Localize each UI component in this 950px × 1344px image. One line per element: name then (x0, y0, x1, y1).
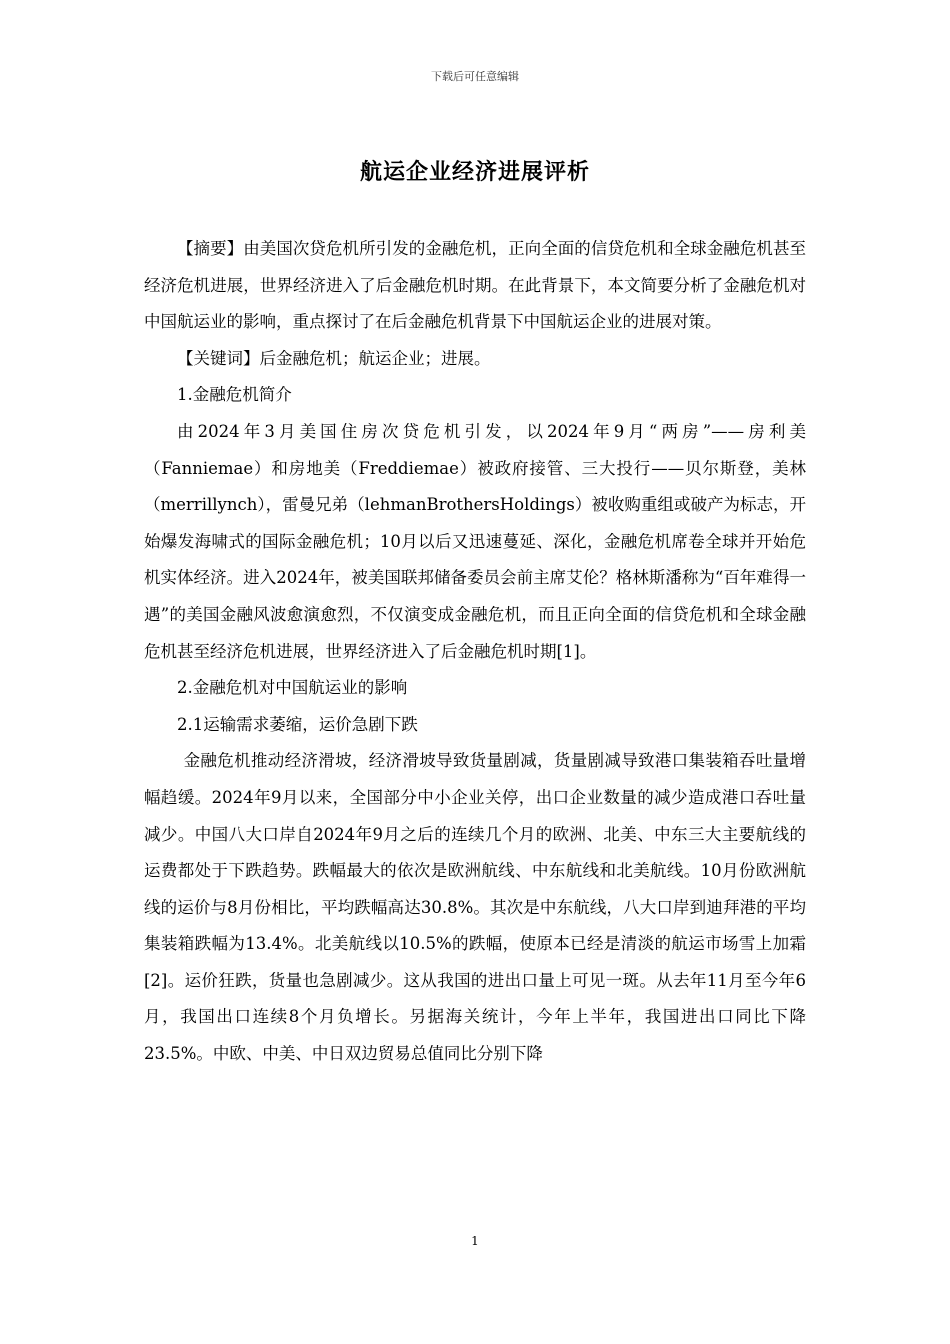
document-body (144, 231, 806, 1073)
page-number: 1 (471, 1234, 479, 1248)
keywords-paragraph: 【关键词】后金融危机；航运企业；进展。 (177, 348, 491, 368)
section-2-1-paragraph: 金融危机推动经济滑坡，经济滑坡导致货量剧减，货量剧减导致港口集装箱吞吐量增幅趋缓。2024年9月以来，全国部分中小企业关停，出口企业数量的减少造成港口吞吐量减少。中国八大口岸自2024年9月之后的连续几个月的欧洲、北美、中东三大主要航线的运费都处于下跌趋势。跌幅最大的依次是欧洲航线、中东航线和北美航线。10月份欧洲航线的运价与8月份相比，平均跌幅高达30.8%。其次是中东航线，八大口岸到迪拜港的平均集装箱跌幅为13.4%。北美航线以10.5%的跌幅，使原本已经是清淡的航运市场雪上加霜[2]。运价狂跌，货量也急剧减少。这从我国的进出口量上可见一斑。从去年11月至今年6月，我国出口连续8个月负增长。另据海关统计，今年上半年，我国进出口同比下降23.5%。中欧、中美、中日双边贸易总值同比分别下降 (144, 751, 806, 1064)
header-note: 下载后可任意编辑 (431, 70, 519, 83)
section-1-heading: 1.金融危机简介 (177, 385, 292, 405)
section-2-1-heading: 2.1运输需求萎缩，运价急剧下跌 (177, 714, 418, 734)
section-2-heading: 2.金融危机对中国航运业的影响 (177, 678, 408, 698)
document-title: 航运企业经济进展评析 (359, 159, 590, 185)
section-1-paragraph: 由2024年3月美国住房次贷危机引发，以2024年9月“两房”——房利美（Fanniemae）和房地美（Freddiemae）被政府接管、三大投行——贝尔斯登，美林（merrillynch），雷曼兄弟（lehmanBrothersHoldings）被收购重组或破产为标志，开始爆发海啸式的国际金融危机；10月以后又迅速蔓延、深化，金融危机席卷全球并开始危机实体经济。进入2024年，被美国联邦储备委员会前主席艾伦？格林斯潘称为“百年难得一遇”的美国金融风波愈演愈烈，不仅演变成金融危机，而且正向全面的信贷危机和全球金融危机甚至经济危机进展，世界经济进入了后金融危机时期[1]。 (144, 421, 806, 661)
abstract-paragraph: 【摘要】由美国次贷危机所引发的金融危机，正向全面的信贷危机和全球金融危机甚至经济危机进展，世界经济进入了后金融危机时期。在此背景下，本文简要分析了金融危机对中国航运业的影响，重点探讨了在后金融危机背景下中国航运企业的进展对策。 (144, 239, 806, 332)
